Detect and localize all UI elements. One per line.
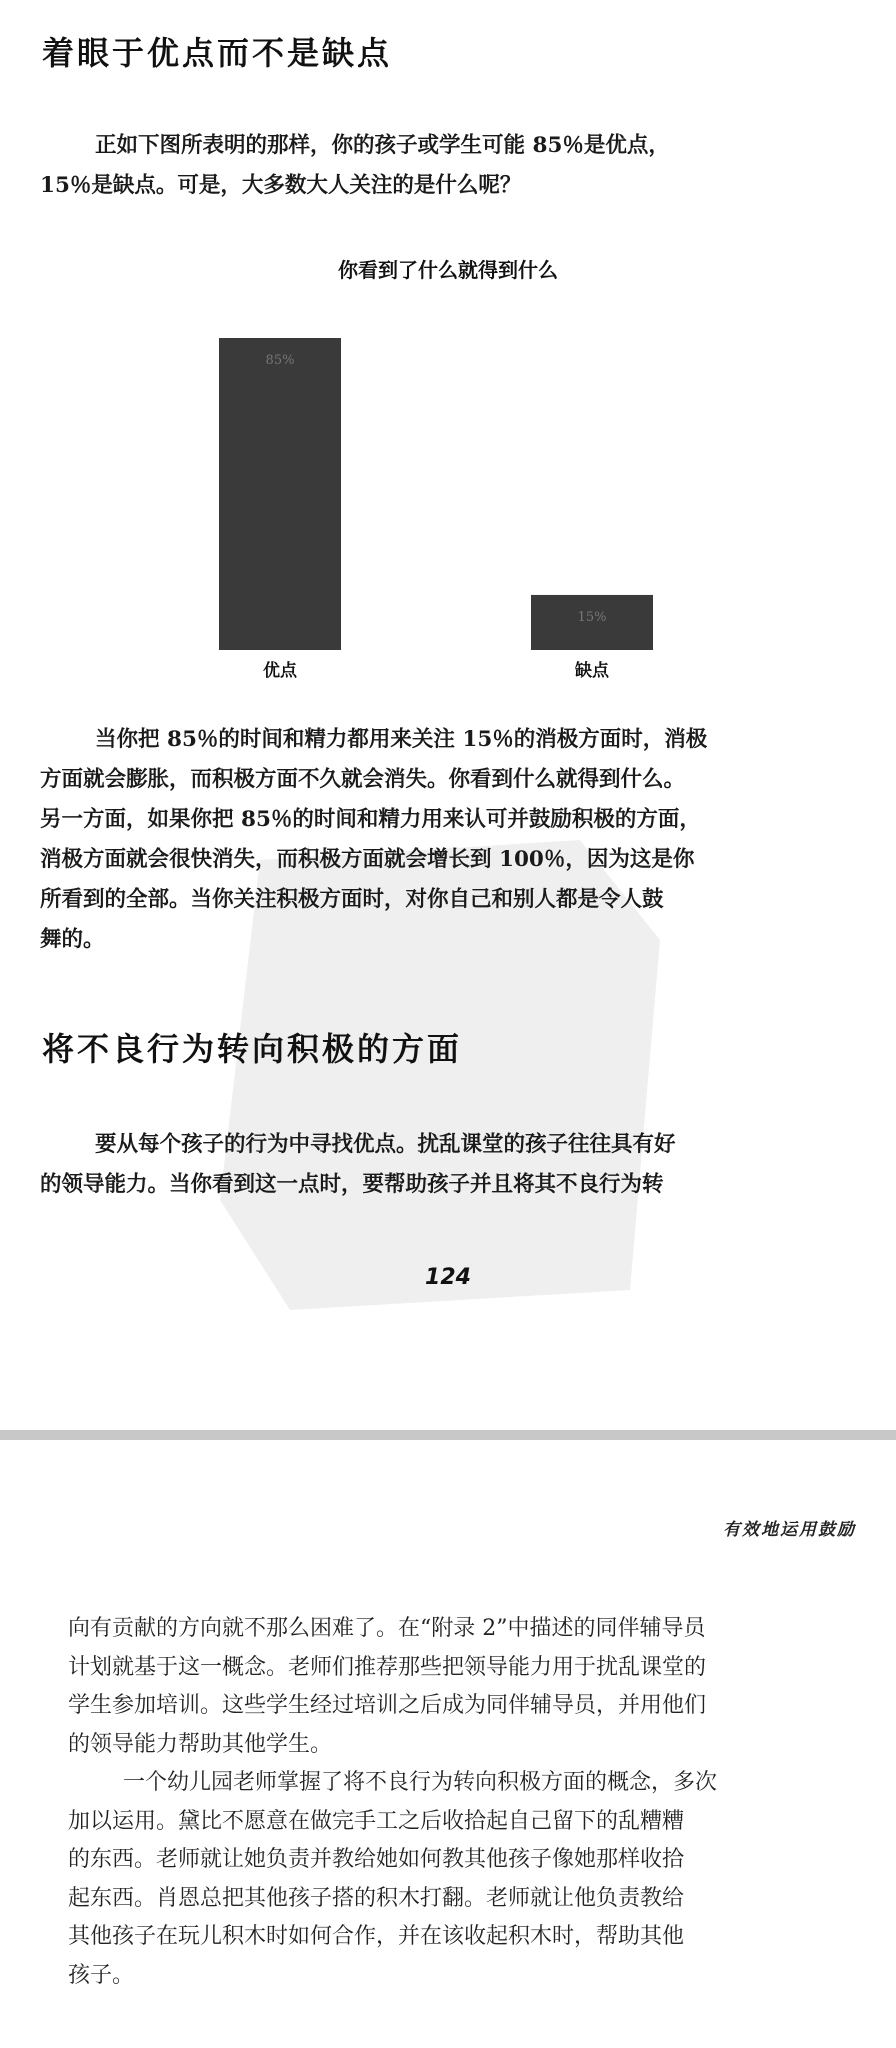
strengths-weaknesses-bar-chart — [0, 300, 896, 690]
bar-strengths — [219, 338, 341, 650]
chart-title: 你看到了什么就得到什么 — [338, 258, 558, 282]
peer-counselor-paragraph — [68, 1610, 858, 1764]
redirect-paragraph — [40, 1125, 830, 1205]
text-line: 一个幼儿园老师掌握了将不良行为转向积极方面的概念，多次 — [123, 1770, 718, 1795]
text-line: 向有贡献的方向就不那么困难了。在“附录 2”中描述的同伴辅导员 — [68, 1616, 706, 1641]
bar-data-label: 15% — [577, 609, 607, 625]
page-125 — [0, 1440, 896, 2048]
text-line: 方面就会膨胀，而积极方面不久就会消失。你看到什么就得到什么。 — [40, 767, 686, 792]
focus-paragraph — [40, 720, 830, 960]
kindergarten-paragraph — [68, 1764, 858, 1995]
text-line: 孩子。 — [68, 1962, 135, 1988]
text-line: 的领导能力帮助其他学生。 — [68, 1731, 333, 1757]
bar-data-label: 85% — [265, 353, 295, 368]
text-line: 消极方面就会很快消失，而积极方面就会增长到 100％，因为这是你 — [40, 847, 695, 872]
x-tick-label: 优点 — [263, 661, 297, 681]
text-line: 所看到的全部。当你关注积极方面时，对你自己和别人都是令人鼓 — [40, 887, 664, 912]
text-line: 舞的。 — [40, 927, 105, 952]
page-number: 124 — [425, 1265, 471, 1290]
text-line: 的领导能力。当你看到这一点时，要帮助孩子并且将其不良行为转 — [40, 1172, 664, 1197]
text-line: 学生参加培训。这些学生经过培训之后成为同伴辅导员，并用他们 — [68, 1693, 707, 1718]
text-line: 的东西。老师就让她负责并教给她如何教其他孩子像她那样收拾 — [68, 1847, 685, 1872]
text-line: 15％是缺点。可是，大多数大人关注的是什么呢？ — [40, 173, 522, 198]
text-line: 起东西。肖恩总把其他孩子搭的积木打翻。老师就让他负责教给 — [68, 1885, 685, 1911]
text-line: 要从每个孩子的行为中寻找优点。扰乱课堂的孩子往往具有好 — [95, 1132, 676, 1157]
section-heading-strengths: 着眼于优点而不是缺点 — [42, 34, 393, 72]
intro-paragraph — [40, 126, 830, 206]
text-line: 另一方面，如果你把 85％的时间和精力用来认可并鼓励积极的方面， — [40, 807, 701, 832]
x-tick-label: 缺点 — [575, 661, 609, 681]
text-line: 当你把 85％的时间和精力都用来关注 15％的消极方面时，消极 — [95, 727, 708, 752]
text-line: 加以运用。黛比不愿意在做完手工之后收拾起自己留下的乱糟糟 — [68, 1808, 685, 1834]
running-head: 有效地运用鼓励 — [723, 1520, 856, 1540]
text-line: 正如下图所表明的那样，你的孩子或学生可能 85％是优点， — [95, 133, 670, 158]
text-line: 其他孩子在玩儿积木时如何合作，并在该收起积木时，帮助其他 — [68, 1924, 685, 1949]
section-heading-redirect: 将不良行为转向积极的方面 — [42, 1030, 463, 1068]
text-line: 计划就基于这一概念。老师们推荐那些把领导能力用于扰乱课堂的 — [68, 1654, 707, 1680]
page-divider — [0, 1430, 896, 1440]
